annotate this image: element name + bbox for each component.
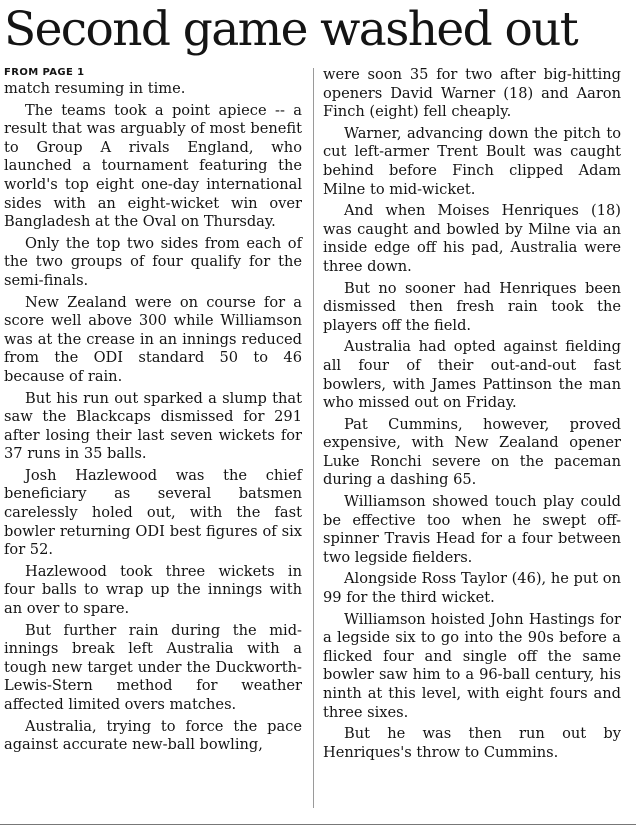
paragraph: And when Moises Henriques (18) was caught and bowled by Milne via an inside edge off his pad, Australia were three down. bbox=[323, 202, 621, 275]
article-column-left bbox=[4, 66, 302, 758]
paragraph: Only the top two sides from each of the two groups of four qualify for the semi-finals. bbox=[4, 234, 302, 289]
article-column-right bbox=[323, 66, 621, 765]
paragraph: Josh Hazlewood was the chief beneficiary as several batsmen carelessly holed out, with the fast bowler returning ODI best figures of six for 52. bbox=[4, 466, 302, 559]
headline: Second game washed out bbox=[4, 2, 578, 57]
bottom-divider bbox=[0, 824, 636, 825]
paragraph: New Zealand were on course for a score well above 300 while Williamson was at the crease in an innings reduced from the ODI standard 50 to 46 because of rain. bbox=[4, 293, 302, 385]
paragraph: But he was then run out by Henriques's throw to Cummins. bbox=[323, 725, 621, 761]
continuation-kicker: FROM PAGE 1 bbox=[4, 67, 85, 78]
paragraph: The teams took a point apiece -- a result that was arguably of most benefit to Group A rivals England, who launched a tournament featuring the world's top eight one-day international sides with an eight-wicket win over Bangladesh at the Oval on Thursday. bbox=[4, 101, 302, 231]
paragraph: Warner, advancing down the pitch to cut left-armer Trent Boult was caught behind before Finch clipped Adam Milne to mid-wicket. bbox=[323, 124, 621, 198]
paragraph: Australia had opted against fielding all four of their out-and-out fast bowlers, with James Pattinson the man who missed out on Friday. bbox=[323, 338, 621, 412]
paragraph: Williamson showed touch play could be effective too when he swept off-spinner Travis Head for a four between two legside fielders. bbox=[323, 493, 621, 566]
paragraph: Australia, trying to force the pace against accurate new-ball bowling, bbox=[4, 717, 302, 754]
column-divider bbox=[313, 68, 314, 808]
paragraph: But his run out sparked a slump that saw the Blackcaps dismissed for 291 after losing their last seven wickets for 37 runs in 35 balls. bbox=[4, 389, 302, 463]
paragraph: were soon 35 for two after big-hitting openers David Warner (18) and Aaron Finch (eight) fell cheaply. bbox=[323, 66, 621, 121]
paragraph: But further rain during the mid-innings break left Australia with a tough new target under the Duckworth-Lewis-Stern method for weather affected limited overs matches. bbox=[4, 621, 302, 713]
paragraph: Pat Cummins, however, proved expensive, with New Zealand opener Luke Ronchi severe on the paceman during a dashing 65. bbox=[323, 415, 621, 489]
paragraph: Alongside Ross Taylor (46), he put on 99 for the third wicket. bbox=[323, 570, 621, 607]
paragraph: But no sooner had Henriques been dismissed then fresh rain took the players off the field. bbox=[323, 279, 621, 334]
paragraph: Hazlewood took three wickets in four balls to wrap up the innings with an over to spare. bbox=[4, 562, 302, 618]
paragraph: Williamson hoisted John Hastings for a legside six to go into the 90s before a flicked four and single off the same bowler saw him to a 96-ball century, his ninth at this level, with eight fours and three sixes. bbox=[323, 610, 621, 721]
paragraph: match resuming in time. bbox=[4, 80, 186, 97]
